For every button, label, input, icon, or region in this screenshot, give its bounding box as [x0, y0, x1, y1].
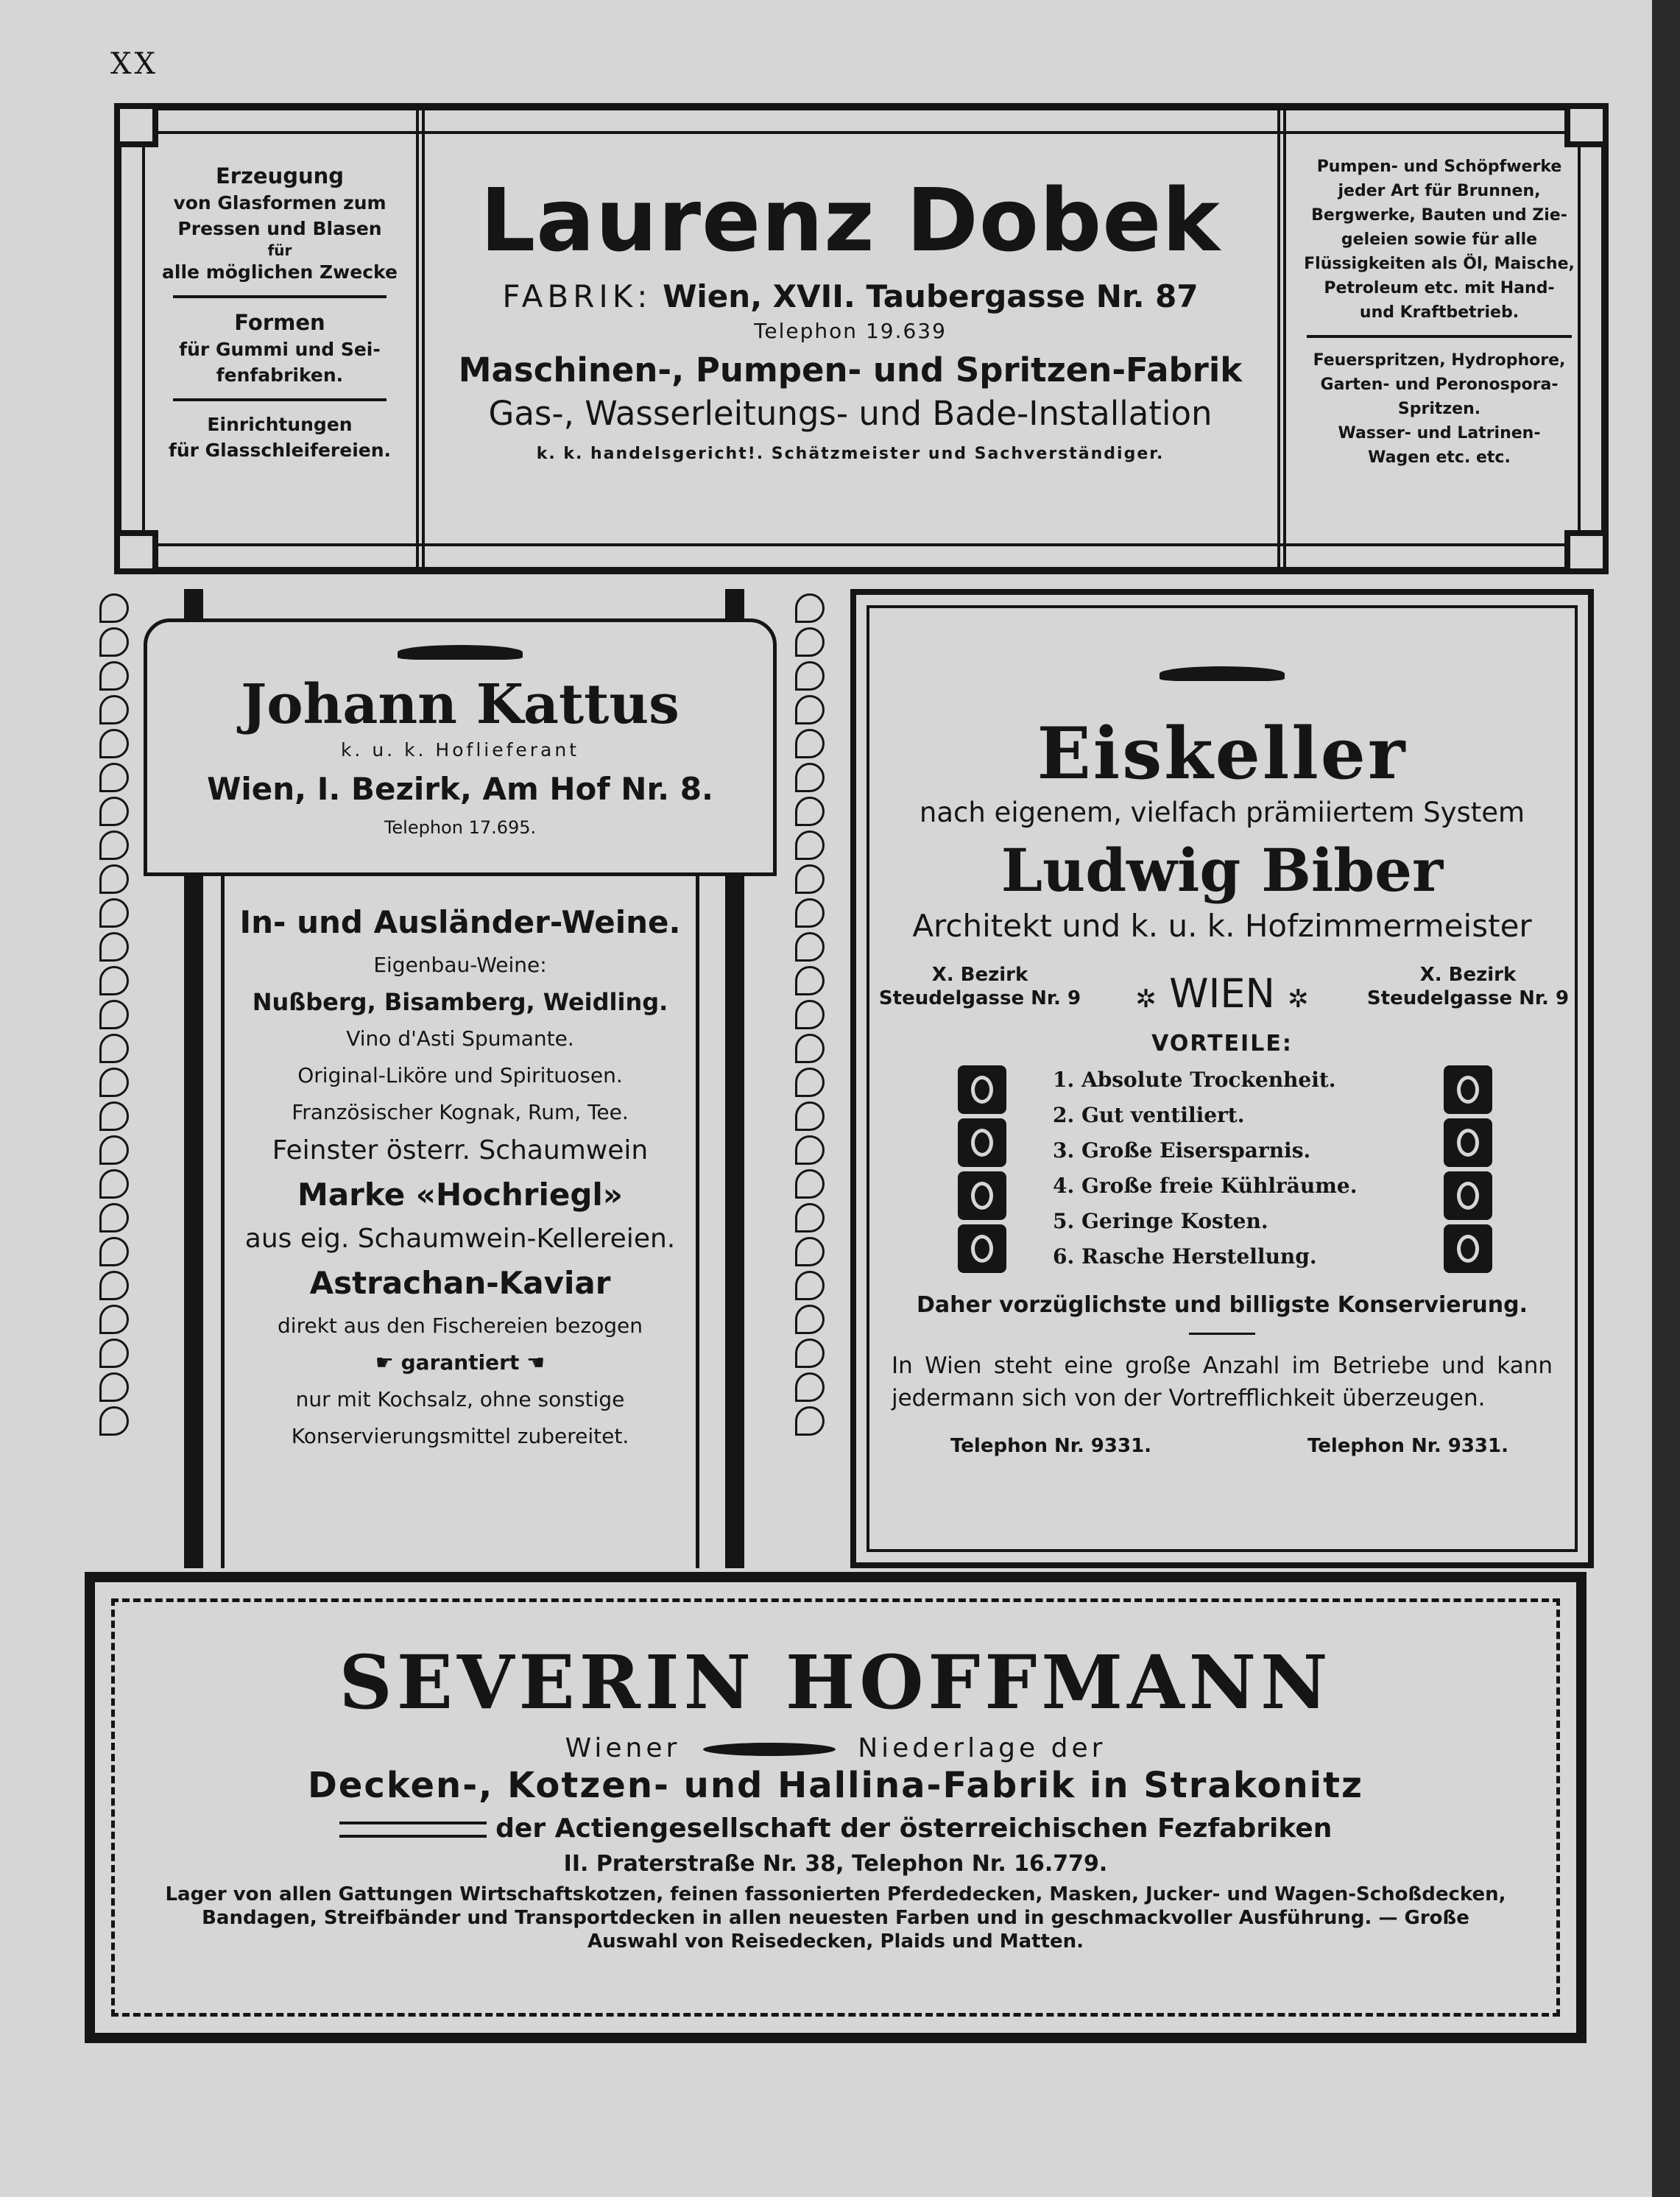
dobek-right-line: Garten- und Peronospora- [1320, 375, 1559, 394]
ornament-tile [958, 1224, 1006, 1273]
divider [173, 295, 387, 298]
ornament [795, 593, 825, 623]
wien-text: WIEN [1169, 970, 1275, 1017]
eiskeller-address-row [869, 963, 1575, 1022]
niederlage-text: Niederlage der [858, 1733, 1107, 1763]
addr-line: X. Bezirk [931, 964, 1028, 986]
hoffmann-actien-line [115, 1813, 1556, 1844]
eiskeller-name: Ludwig Biber [1000, 836, 1444, 905]
star-icon: ✲ [1135, 984, 1157, 1014]
hoffmann-title: SEVERIN HOFFMANN [339, 1639, 1333, 1726]
dobek-telephone: Telephon 19.639 [754, 319, 947, 343]
ornament [795, 1339, 825, 1368]
list-item: 1. Absolute Trockenheit. [1053, 1068, 1336, 1092]
column-divider [416, 110, 425, 567]
ornament [99, 661, 129, 691]
ornament [795, 729, 825, 758]
eiskeller-vorteile-list [1053, 1062, 1391, 1274]
eiskeller-daher: Daher vorzüglichste und billigste Konservierung. [917, 1292, 1528, 1318]
dobek-right-line: Wasser- und Latrinen- [1338, 424, 1541, 442]
ornament [795, 932, 825, 962]
kattus-name: Johann Kattus [241, 673, 680, 736]
ornament [99, 898, 129, 928]
ornament [795, 1000, 825, 1029]
kattus-nur: nur mit Kochsalz, ohne sonstige [295, 1387, 625, 1411]
hoffmann-wiener-line [115, 1733, 1556, 1763]
ornament-tile [1444, 1118, 1492, 1167]
ornament [99, 932, 129, 962]
ornament [99, 695, 129, 724]
ornament [99, 864, 129, 894]
dobek-right-line: geleien sowie für alle [1341, 230, 1538, 249]
ornament [99, 831, 129, 860]
eiskeller-vorteile: VORTEILE: [1151, 1031, 1293, 1057]
ornament [99, 966, 129, 995]
eiskeller-architekt: Architekt und k. u. k. Hofzimmermeister [912, 908, 1532, 944]
ornament-tile [958, 1171, 1006, 1220]
ornament-strip-right [791, 589, 828, 1568]
kattus-likoere: Original-Liköre und Spirituosen. [297, 1063, 623, 1087]
ornament [99, 1034, 129, 1063]
dobek-left-line: alle möglichen Zwecke [162, 261, 398, 283]
list-item: 4. Große freie Kühlräume. [1053, 1174, 1358, 1198]
ad-kattus-body [221, 876, 699, 1568]
dobek-right-line: Spritzen. [1397, 400, 1481, 418]
hoffmann-lager: Lager von allen Gattungen Wirtschaftskotzen, feinen fassonierten Pferdedecken, Masken, Jucker- und Wagen-Schoßdecken, Bandagen, Streifbänder und Transportdecken in allen neuesten Farben und in geschmackvoller Ausführung. — Große Auswahl von Reisedecken, Plaids und Matten. [165, 1883, 1506, 1953]
dobek-right-line: Pumpen- und Schöpfwerke [1316, 158, 1562, 176]
kattus-address: Wien, I. Bezirk, Am Hof Nr. 8. [207, 771, 713, 807]
dobek-fabrik [431, 278, 1270, 314]
kattus-vino: Vino d'Asti Spumante. [346, 1026, 574, 1051]
list-item: 5. Geringe Kosten. [1053, 1209, 1268, 1233]
divider [1307, 335, 1572, 338]
divider [1189, 1333, 1255, 1335]
dobek-left-line: für Gummi und Sei- [179, 339, 381, 360]
dobek-center-column [431, 140, 1270, 537]
ornament [795, 1068, 825, 1097]
dobek-right-line: Bergwerke, Bauten und Zie- [1311, 206, 1567, 225]
ornament-tile [1444, 1224, 1492, 1273]
kattus-direkt: direkt aus den Fischereien bezogen [278, 1313, 643, 1338]
ornament [99, 1237, 129, 1266]
ornament [795, 695, 825, 724]
ad-eiskeller-inner-frame [867, 605, 1578, 1552]
dobek-line-schaetzmeister: k. k. handelsgericht!. Schätzmeister und Sachverständiger. [536, 445, 1165, 463]
ornament [795, 763, 825, 792]
dobek-right-line: jeder Art für Brunnen, [1338, 182, 1541, 200]
actien-text: der Actiengesellschaft der österreichischen Fezfabriken [495, 1813, 1333, 1844]
ornament [99, 1406, 129, 1436]
ornament [795, 1203, 825, 1232]
dobek-right-line: Feuerspritzen, Hydrophore, [1313, 351, 1566, 370]
dobek-left-line: für Glasschleifereien. [168, 440, 392, 461]
ornament [99, 1339, 129, 1368]
bat-ornament-icon [1160, 666, 1285, 681]
star-icon: ✲ [1288, 984, 1309, 1014]
ornament-strip-left [96, 589, 133, 1568]
ornament [795, 864, 825, 894]
hoffmann-decken: Decken-, Kotzen- und Hallina-Fabrik in Strakonitz [308, 1765, 1363, 1806]
list-item: 3. Große Eisersparnis. [1053, 1138, 1311, 1163]
hoffmann-address: II. Praterstraße Nr. 38, Telephon Nr. 16.779. [563, 1851, 1108, 1877]
kattus-konserv: Konservierungsmittel zubereitet. [291, 1424, 629, 1448]
ornament [99, 729, 129, 758]
ad-hoffmann [85, 1572, 1587, 2043]
ornament [795, 627, 825, 657]
kattus-hoflieferant: k. u. k. Hoflieferant [340, 739, 580, 761]
ornament-tile [1444, 1065, 1492, 1114]
dobek-right-line: Petroleum etc. mit Hand- [1324, 279, 1555, 297]
eiskeller-telephone-left: Telephon Nr. 9331. [950, 1435, 1152, 1457]
ornament [795, 966, 825, 995]
page-edge [1652, 0, 1680, 2197]
dobek-right-line: Flüssigkeiten als Öl, Maische, [1304, 255, 1575, 273]
ornament [795, 1406, 825, 1436]
eiskeller-address-right [1361, 963, 1575, 1010]
ornament-column-left [958, 1065, 1009, 1277]
kattus-kaviar: Astrachan-Kaviar [309, 1265, 611, 1301]
kattus-orte: Nußberg, Bisamberg, Weidling. [252, 988, 668, 1016]
kattus-kellereien: aus eig. Schaumwein-Kellereien. [244, 1224, 676, 1254]
column-divider [1277, 110, 1286, 567]
dobek-left-line: Formen [234, 310, 325, 335]
ornament [795, 1305, 825, 1334]
dobek-left-line: Pressen und Blasen [177, 218, 382, 239]
ornament-tile [1444, 1171, 1492, 1220]
ornament-tile [958, 1065, 1006, 1114]
ornament [99, 1101, 129, 1131]
divider [173, 398, 387, 401]
dobek-line-installation: Gas-, Wasserleitungs- und Bade-Installation [488, 394, 1213, 433]
ad-eiskeller [850, 589, 1594, 1568]
kattus-telephone: Telephon 17.695. [384, 817, 537, 838]
eiskeller-title: Eiskeller [1037, 712, 1408, 795]
fabrik-address: Wien, XVII. Taubergasse Nr. 87 [663, 278, 1199, 314]
ornament [99, 1203, 129, 1232]
dobek-right-line: und Kraftbetrieb. [1359, 303, 1520, 322]
ornament [99, 1372, 129, 1402]
dobek-line-maschinen: Maschinen-, Pumpen- und Spritzen-Fabrik [458, 350, 1243, 389]
eiskeller-telephone-right: Telephon Nr. 9331. [1307, 1435, 1508, 1457]
center-ornament-icon [703, 1743, 836, 1756]
addr-line: X. Bezirk [1419, 964, 1517, 986]
ornament [99, 627, 129, 657]
ornament [99, 593, 129, 623]
hand-right-icon: ☚ [526, 1350, 546, 1375]
garantiert-text: garantiert [400, 1350, 520, 1375]
ornament [99, 797, 129, 826]
dobek-left-line: Einrichtungen [207, 414, 353, 435]
kattus-eigenbau: Eigenbau-Weine: [373, 953, 547, 977]
flourish-icon [869, 652, 1575, 690]
ornament [795, 1101, 825, 1131]
dobek-left-line: fenfabriken. [216, 364, 344, 386]
list-item: 6. Rasche Herstellung. [1053, 1244, 1317, 1269]
ornament [795, 1034, 825, 1063]
ornament [795, 1169, 825, 1199]
kattus-marke: Marke «Hochriegl» [297, 1177, 623, 1213]
ornament-column-right [1444, 1065, 1495, 1277]
dobek-left-line: Erzeugung [215, 163, 345, 188]
ad-kattus-sign [144, 618, 777, 876]
kattus-garantiert [225, 1344, 696, 1381]
kattus-schaumwein: Feinster österr. Schaumwein [272, 1135, 649, 1165]
ornament [795, 831, 825, 860]
ornament [99, 763, 129, 792]
fabrik-label: FABRIK: [502, 278, 652, 314]
eiskeller-paragraph: In Wien steht eine große Anzahl im Betriebe und kann jedermann sich von der Vortrefflichkeit überzeugen. [892, 1353, 1553, 1411]
hand-left-icon: ☛ [375, 1350, 394, 1375]
ornament [99, 1000, 129, 1029]
ornament-tile [958, 1118, 1006, 1167]
dobek-right-line: Wagen etc. etc. [1368, 448, 1511, 467]
ornament [795, 1271, 825, 1300]
kattus-weine: In- und Ausländer-Weine. [239, 904, 681, 940]
ornament [795, 1372, 825, 1402]
ornament [99, 1305, 129, 1334]
frame-corner [114, 530, 158, 574]
kattus-kognak: Französischer Kognak, Rum, Tee. [292, 1100, 629, 1124]
ornament [99, 1271, 129, 1300]
ornament [99, 1068, 129, 1097]
ornament [795, 1135, 825, 1165]
ornament [795, 1237, 825, 1266]
dobek-right-column [1292, 140, 1587, 537]
ornament [795, 797, 825, 826]
wiener-text: Wiener [565, 1733, 681, 1763]
ornament [795, 661, 825, 691]
frame-corner [114, 103, 158, 147]
dobek-left-line: für [267, 241, 292, 259]
page-number: XX [110, 47, 158, 81]
dobek-left-column [158, 140, 401, 537]
bat-ornament-icon [398, 645, 523, 660]
dobek-title: Laurenz Dobek [480, 169, 1221, 271]
ad-dobek [114, 103, 1609, 574]
ornament [795, 898, 825, 928]
dobek-left-line: von Glasformen zum [173, 192, 387, 214]
ornament [99, 1169, 129, 1199]
addr-line: Steudelgasse Nr. 9 [878, 987, 1081, 1009]
ad-hoffmann-inner-frame [111, 1598, 1560, 2017]
addr-line: Steudelgasse Nr. 9 [1366, 987, 1570, 1009]
eiskeller-subtitle: nach eigenem, vielfach prämiiertem System [919, 797, 1525, 828]
list-item: 2. Gut ventiliert. [1053, 1103, 1245, 1127]
ornament [99, 1135, 129, 1165]
double-rule-icon [339, 1822, 487, 1838]
flourish-icon [147, 631, 773, 669]
eiskeller-telephone-row [869, 1435, 1575, 1464]
